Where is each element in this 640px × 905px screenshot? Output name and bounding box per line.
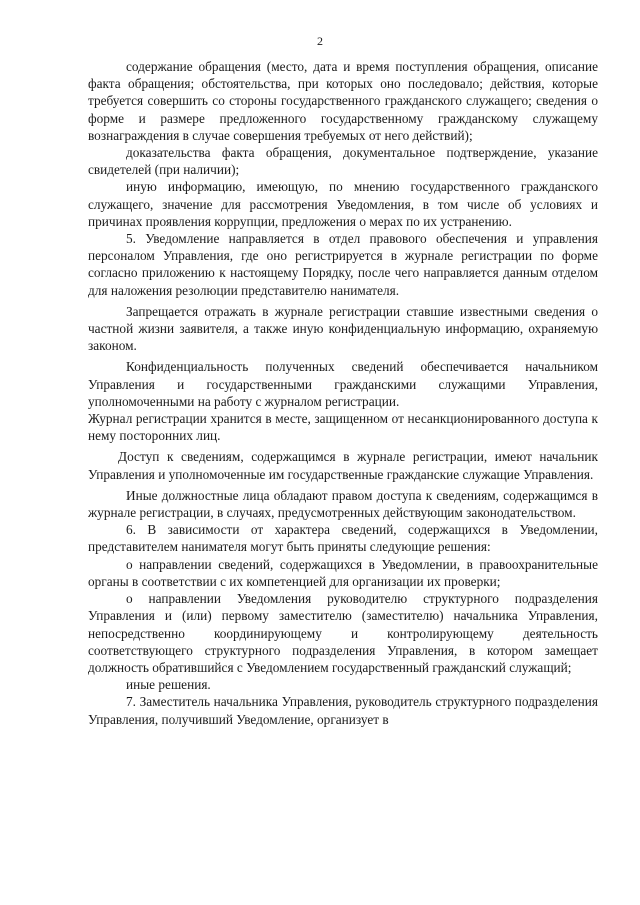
paragraph-item-5: 5. Уведомление направляется в отдел правового обеспечения и управления персоналом Управления, где оно регистрируется в журнале регистрации по форме согласно приложению к настоящему Порядку, после чего направляется данным отделом для наложения резолюции представителю нанимателя.: [88, 231, 598, 298]
paragraph-access: Доступ к сведениям, содержащимся в журнале регистрации, имеют начальник Управления и уполномоченные им государственные гражданские служащие Управления.: [88, 449, 598, 482]
paragraph-other-information: иную информацию, имеющую, по мнению государственного гражданского служащего, значение для рассмотрения Уведомления, в том числе об условиях и причинах проявления коррупции, предложения о мерах по их устранению.: [88, 179, 598, 229]
document-body: [88, 58, 598, 728]
paragraph-confidentiality: Конфиденциальность полученных сведений обеспечивается начальником Управления и государственными гражданскими служащими Управления, уполномоченными на работу с журналом регистрации.: [88, 359, 598, 409]
paragraph-decision-other: иные решения.: [126, 677, 211, 693]
paragraph-decision-law-enforcement: о направлении сведений, содержащихся в Уведомлении, в правоохранительные органы в соответствии с их компетенцией для организации их проверки;: [88, 556, 598, 589]
paragraph-request-content: содержание обращения (место, дата и время поступления обращения, описание факта обращения; обстоятельства, при которых оно последовало; действия, которые требуется совершить со стороны государственного гражданского служащего; сведения о форме и размере предложенного государственному гражданскому служащему вознаграждения в случае совершения требуемых от него действий);: [88, 59, 598, 143]
paragraph-item-7: 7. Заместитель начальника Управления, руководитель структурного подразделения Управления, получивший Уведомление, организует в: [88, 694, 598, 727]
paragraph-journal-storage: Журнал регистрации хранится в месте, защищенном от несанкционированного доступа к нему посторонних лиц.: [88, 411, 598, 444]
page-number: 2: [317, 34, 323, 48]
paragraph-item-6: 6. В зависимости от характера сведений, содержащихся в Уведомлении, представителем нанимателя могут быть приняты следующие решения:: [88, 522, 598, 555]
paragraph-evidence: доказательства факта обращения, документальное подтверждение, указание свидетелей (при наличии);: [88, 145, 598, 178]
paragraph-other-officials: Иные должностные лица обладают правом доступа к сведениям, содержащимся в журнале регистрации, в случаях, предусмотренных действующим законодательством.: [88, 487, 598, 521]
paragraph-decision-head-of-unit: о направлении Уведомления руководителю структурного подразделения Управления и (или) первому заместителю (заместителю) начальника Управления, непосредственно координирующему и контролирующему деятельность соответствующего структурного подразделения Управления, в котором замещает должность обратившийся с Уведомлением государственный гражданский служащий;: [88, 591, 598, 675]
paragraph-prohibition: Запрещается отражать в журнале регистрации ставшие известными сведения о частной жизни заявителя, а также иную конфиденциальную информацию, охраняемую законом.: [88, 303, 598, 354]
